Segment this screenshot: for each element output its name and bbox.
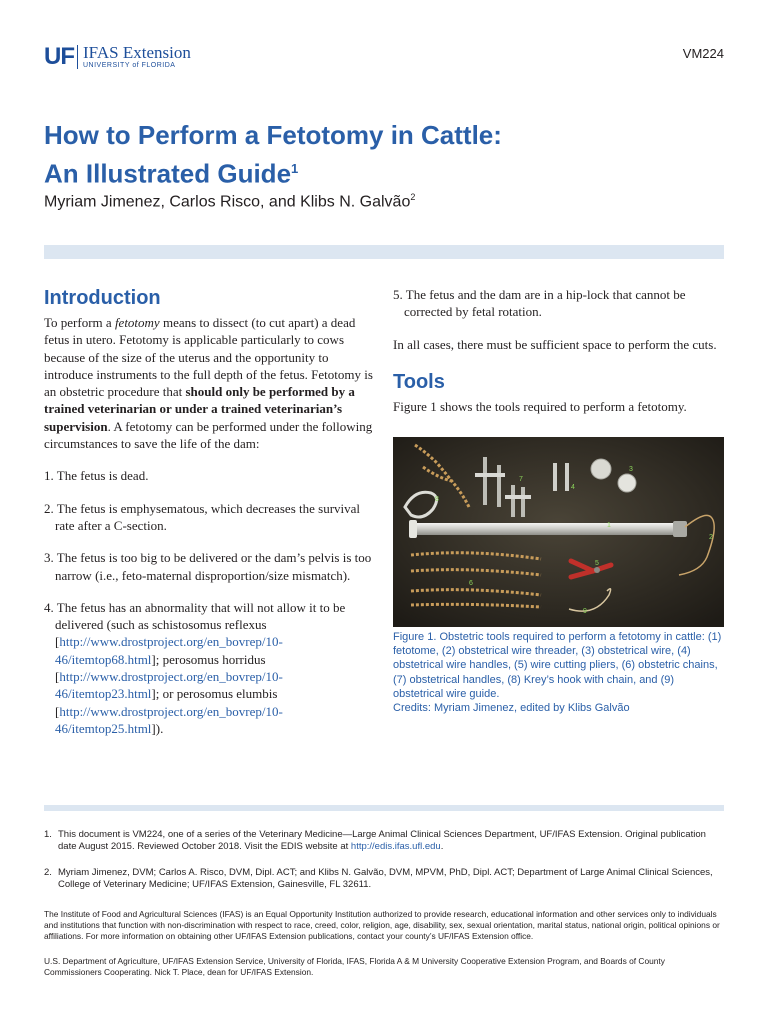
list-item-5: 5. The fetus and the dam are in a hip-lock that cannot be corrected by fetal rotation. — [393, 287, 686, 320]
footnote-2: 2. Myriam Jimenez, DVM; Carlos A. Risco, DVM, Dipl. ACT; and Klibs N. Galvão, DVM, MPVM, PhD, Dipl. ACT; Department of Large Animal Clinical Sciences, College of Veterinary Medicine; UF/IFAS Extension, Gainesville, FL 32611. — [44, 867, 713, 890]
fig-label-9: 9 — [583, 608, 587, 615]
usda-statement: U.S. Department of Agriculture, UF/IFAS Extension Service, University of Florida, IFAS, Florida A & M University Cooperative Extension Program, and Boards of County Commissioners Cooperating. Nick T. Place, dean for UF/IFAS Extension. — [44, 956, 665, 977]
logo-ifas-text: IFAS Extension — [83, 43, 191, 62]
fig-label-5: 5 — [595, 560, 599, 567]
tools-paragraph: Figure 1 shows the tools required to perform a fetotomy. — [393, 398, 687, 414]
edis-link[interactable]: http://edis.ifas.ufl.edu — [350, 841, 441, 852]
caption-text: Figure 1. Obstetric tools required to perform a fetotomy in cattle: (1) fetotome, (2) obstetrical wire threader, (3) obstetrical wire, (4) obstetrical wire handles, (5) wire cutting pliers, (6) obstetric chains, (7) obstetrical handles, (8) Krey’s hook with chain, and (9) obstetrical wire guide. — [393, 631, 722, 700]
ifas-logo — [44, 44, 191, 72]
figure-1-tools-photo — [393, 437, 724, 627]
introduction-heading: Introduction — [44, 287, 161, 309]
fig-label-6: 6 — [469, 580, 473, 587]
link-perosomus-elumbis[interactable]: http://www.drostproject.org/en_bovrep/10-46/itemtop25.html — [55, 703, 283, 736]
fetotomy-term: fetotomy — [114, 315, 160, 330]
fig-label-4: 4 — [571, 484, 575, 491]
logo-divider — [77, 45, 78, 69]
fig-label-3: 3 — [629, 466, 633, 473]
fig-label-8: 8 — [435, 496, 439, 503]
authors — [44, 192, 415, 211]
footnote-2-number: 2. — [44, 867, 52, 878]
left-column — [44, 286, 374, 737]
figure-1-caption — [393, 630, 724, 715]
intro-paragraph: To perform a fetotomy means to dissect (to cut apart) a dead fetus in utero. Fetotomy is applicable particularly to cows because of the size of the uterus and the opportunity to introduce instruments to the full depth of the fetus. Fetotomy is an obstetric procedure that should only be performed by a trained veterinarian or under a trained veterinarian’s supervision. A fetotomy can be performed under the following circumstances to save the life of the dam: — [44, 315, 373, 452]
fig-label-1: 1 — [607, 522, 611, 529]
footnote-1-number: 1. — [44, 829, 52, 840]
footnote-divider — [44, 805, 724, 811]
all-cases-paragraph: In all cases, there must be sufficient space to perform the cuts. — [393, 336, 717, 352]
list-item-1: 1. The fetus is dead. — [44, 468, 149, 484]
page-title — [44, 118, 644, 191]
fig-label-7: 7 — [519, 476, 523, 483]
list-item-2: 2. The fetus is emphysematous, which decreases the survival rate after a C-section. — [44, 500, 361, 533]
author-names: Myriam Jimenez, Carlos Risco, and Klibs N. Galvão — [44, 193, 411, 211]
document-id: VM224 — [682, 46, 724, 61]
title-line-2: An Illustrated Guide — [44, 158, 292, 189]
fig-label-2: 2 — [709, 534, 713, 541]
list-item-4: 4. The fetus has an abnormality that will not allow it to be delivered (such as schistosomus reflexus [http://www.drostproject.org/en_bovrep/10-46/itemtop68.html]; perosomus horridus [http://www.drostproject.org/en_bovrep/10-46/itemtop23.html]; or perosomus elumbis [http://www.drostproject.org/en_bovrep/10-46/itemtop25.html]). — [44, 599, 346, 736]
list-item-3: 3. The fetus is too big to be delivered or the dam’s pelvis is too narrow (i.e., feto-maternal disproportion/size mismatch). — [44, 550, 372, 583]
equal-opportunity-statement: The Institute of Food and Agricultural Sciences (IFAS) is an Equal Opportunity Institution authorized to provide research, educational information and other services only to individuals and institutions that function with non-discrimination with respect to race, creed, color, religion, age, disability, sex, sexual orientation, marital status, national origin, political opinions or affiliations. For more information on obtaining other UF/IFAS Extension publications, contact your county’s UF/IFAS Extension office. — [44, 909, 720, 941]
link-schistosomus-reflexus[interactable]: http://www.drostproject.org/en_bovrep/10-46/itemtop68.html — [55, 634, 283, 667]
tools-heading: Tools — [393, 370, 445, 393]
logo-uf-mark: UF — [44, 43, 74, 70]
caption-credits: Credits: Myriam Jimenez, edited by Klibs Galvão — [393, 702, 630, 715]
logo-university-text: UNIVERSITY of FLORIDA — [83, 62, 176, 69]
warning-text: should only be performed by a trained veterinarian or under a trained veterinarian’s supervision — [44, 384, 355, 434]
link-perosomus-horridus[interactable]: http://www.drostproject.org/en_bovrep/10-46/itemtop23.html — [55, 669, 283, 702]
right-column — [393, 286, 723, 415]
header-divider-band — [44, 245, 724, 259]
authors-footnote-ref[interactable]: 2 — [410, 192, 416, 202]
footnote-1: 1. This document is VM224, one of a series of the Veterinary Medicine—Large Animal Clinical Sciences Department, UF/IFAS Extension. Original publication date August 2015. Reviewed October 2018. Visit the EDIS website at http://edis.ifas.ufl.edu. — [44, 829, 706, 852]
title-footnote-ref[interactable]: 1 — [291, 161, 299, 176]
tools-illustration — [393, 437, 724, 627]
title-line-1: How to Perform a Fetotomy in Cattle: — [44, 120, 502, 150]
